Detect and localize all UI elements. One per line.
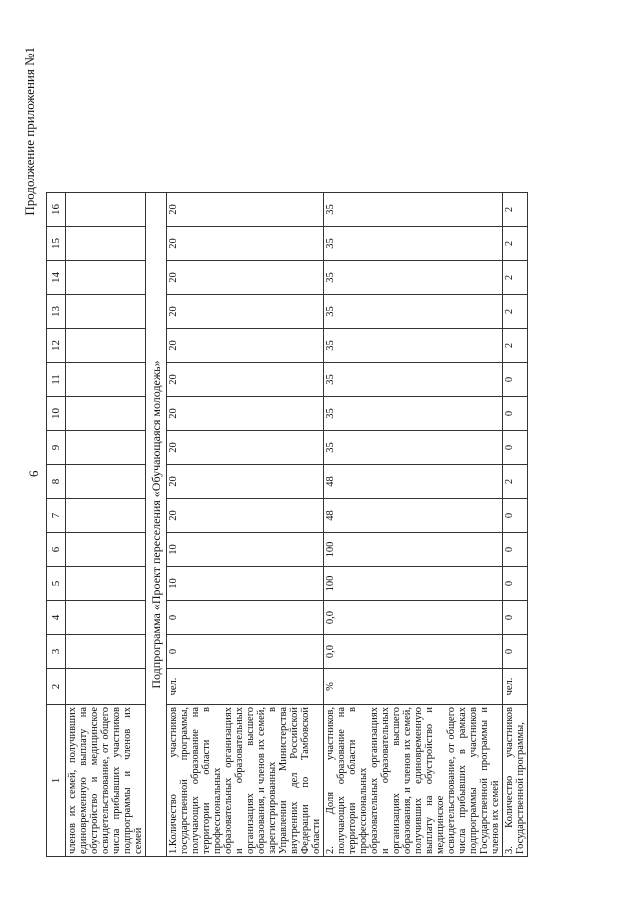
value-cell: 0	[503, 499, 528, 533]
column-header: 13	[47, 295, 66, 329]
value-cell: 20	[167, 499, 324, 533]
value-cell: 20	[167, 431, 324, 465]
value-cell: 0	[503, 533, 528, 567]
column-header: 14	[47, 261, 66, 295]
column-header: 6	[47, 533, 66, 567]
value-cell: 2	[503, 295, 528, 329]
value-cell: 10	[167, 567, 324, 601]
value-cell	[66, 431, 146, 465]
value-cell: 35	[324, 261, 503, 295]
value-cell	[66, 533, 146, 567]
value-cell	[66, 397, 146, 431]
value-cell	[66, 363, 146, 397]
column-header: 4	[47, 601, 66, 635]
indicator-description: 2. Доля участников, получающих образование на территории области в профессиональных образовательных организациях и образовательных организациях высшего образования, и членов их семей, получивших единовременную выплату на обустройство и медицинское освидетельствование, от общего числа прибывших в рамках подпрограммы участников Государственной программы и членов их семей	[324, 705, 503, 857]
table-row	[66, 193, 146, 857]
table-header-row	[47, 193, 66, 857]
value-cell: 0	[167, 601, 324, 635]
value-cell: 0,0	[324, 601, 503, 635]
value-cell: 20	[167, 465, 324, 499]
table-row	[167, 193, 324, 857]
value-cell: 20	[167, 227, 324, 261]
indicator-description: 3. Количество участников Государственной программы,	[503, 705, 528, 857]
value-cell: 2	[503, 227, 528, 261]
column-header: 10	[47, 397, 66, 431]
value-cell: 2	[503, 329, 528, 363]
table-row	[324, 193, 503, 857]
indicator-description: 1.Количество участников государственной программы, получающих образование на территории области в профессиональных образовательных организациях и образовательных организациях высшего образования, и членов их семей, зарегистрированных в Управлении Министерства внутренних дел Российской Федерации по Тамбовской области	[167, 705, 324, 857]
value-cell	[66, 227, 146, 261]
column-header: 5	[47, 567, 66, 601]
unit-cell: %	[324, 669, 503, 705]
column-header: 15	[47, 227, 66, 261]
subprogram-row	[146, 193, 167, 857]
table-body	[66, 193, 528, 857]
value-cell: 35	[324, 329, 503, 363]
value-cell: 48	[324, 465, 503, 499]
value-cell	[66, 635, 146, 669]
value-cell	[66, 465, 146, 499]
column-header: 3	[47, 635, 66, 669]
value-cell: 20	[167, 329, 324, 363]
value-cell: 0	[503, 635, 528, 669]
value-cell	[66, 567, 146, 601]
value-cell: 35	[324, 295, 503, 329]
value-cell: 35	[324, 431, 503, 465]
value-cell: 100	[324, 533, 503, 567]
value-cell: 0	[503, 601, 528, 635]
value-cell: 20	[167, 295, 324, 329]
value-cell: 0	[503, 397, 528, 431]
value-cell	[66, 601, 146, 635]
page-number: 6	[26, 470, 41, 477]
subprogram-title: Подпрограмма «Проект переселения «Обучающаяся молодежь»	[146, 193, 167, 857]
value-cell: 0	[503, 363, 528, 397]
value-cell: 48	[324, 499, 503, 533]
value-cell	[66, 295, 146, 329]
value-cell	[66, 499, 146, 533]
column-header: 2	[47, 669, 66, 705]
value-cell: 0	[503, 431, 528, 465]
value-cell: 35	[324, 193, 503, 227]
column-header: 9	[47, 431, 66, 465]
column-header: 12	[47, 329, 66, 363]
unit-cell	[66, 669, 146, 705]
value-cell: 0,0	[324, 635, 503, 669]
rotated-landscape-content	[20, 37, 620, 867]
indicators-table	[46, 192, 528, 857]
unit-cell: чел.	[503, 669, 528, 705]
unit-cell: чел.	[167, 669, 324, 705]
value-cell: 100	[324, 567, 503, 601]
value-cell: 0	[167, 635, 324, 669]
continuation-note: Продолжение приложения №1	[22, 47, 37, 216]
value-cell: 2	[503, 465, 528, 499]
column-header: 7	[47, 499, 66, 533]
value-cell: 20	[167, 397, 324, 431]
indicator-description: членов их семей, получивших единовременную выплату на обустройство и медицинское освидетельствование, от общего числа прибывших участников подпрограммы и членов их семей	[66, 705, 146, 857]
value-cell	[66, 261, 146, 295]
column-header: 8	[47, 465, 66, 499]
value-cell: 20	[167, 193, 324, 227]
value-cell: 35	[324, 227, 503, 261]
column-header: 1	[47, 705, 66, 857]
value-cell: 0	[503, 567, 528, 601]
column-header: 16	[47, 193, 66, 227]
value-cell	[66, 329, 146, 363]
value-cell: 10	[167, 533, 324, 567]
value-cell	[66, 193, 146, 227]
column-header: 11	[47, 363, 66, 397]
value-cell: 20	[167, 363, 324, 397]
value-cell: 35	[324, 363, 503, 397]
value-cell: 20	[167, 261, 324, 295]
value-cell: 2	[503, 193, 528, 227]
value-cell: 2	[503, 261, 528, 295]
table-row	[503, 193, 528, 857]
value-cell: 35	[324, 397, 503, 431]
